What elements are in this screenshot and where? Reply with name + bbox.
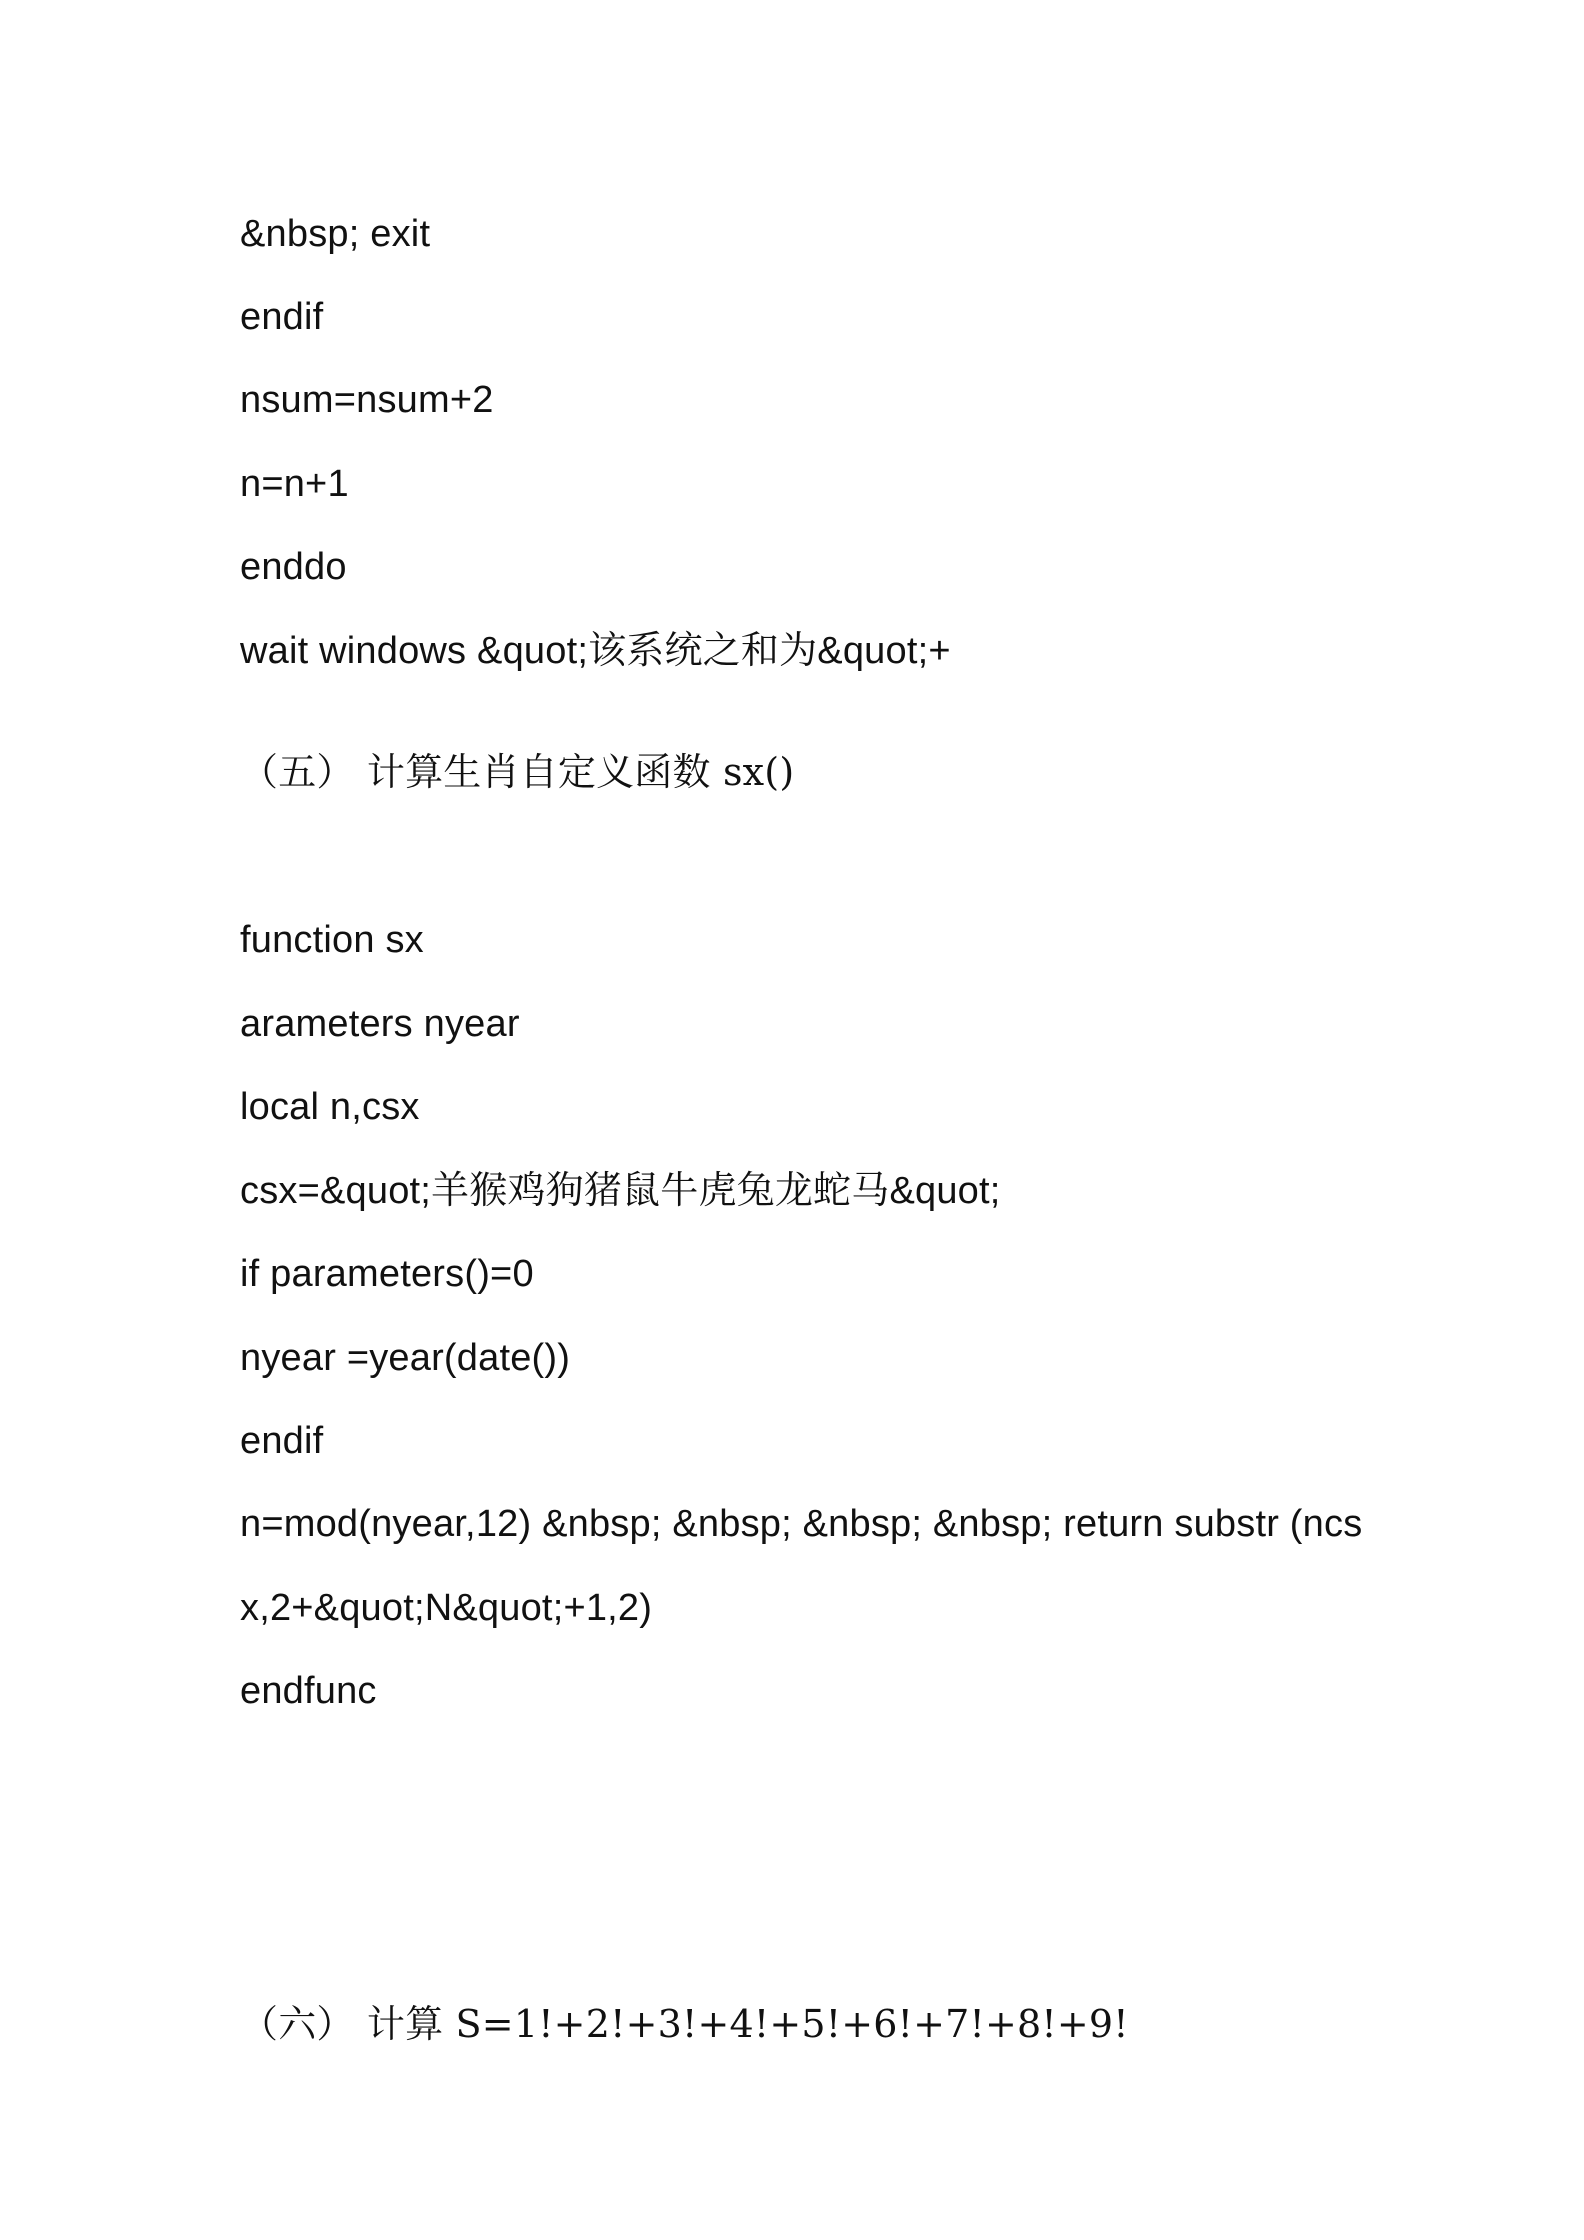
code-line: endif	[240, 1420, 324, 1462]
section-heading: （五） 计算生肖自定义函数 sx()	[240, 750, 795, 794]
code-line: function sx	[240, 919, 424, 961]
code-line: if parameters()=0	[240, 1253, 534, 1295]
code-line: endif	[240, 296, 324, 338]
code-line: csx=&quot;羊猴鸡狗猪鼠牛虎兔龙蛇马&quot;	[240, 1170, 1001, 1212]
code-line: local n,csx	[240, 1086, 420, 1128]
code-line: n=mod(nyear,12) &nbsp; &nbsp; &nbsp; &nbsp; return substr (ncs	[240, 1503, 1363, 1545]
code-line: &nbsp; exit	[240, 213, 431, 255]
code-line: endfunc	[240, 1670, 377, 1712]
code-line: x,2+&quot;N&quot;+1,2)	[240, 1587, 653, 1629]
section-heading: （六） 计算 S=1!+2!+3!+4!+5!+6!+7!+8!+9!	[240, 2002, 1129, 2046]
code-line: nsum=nsum+2	[240, 379, 494, 421]
code-line: enddo	[240, 546, 347, 588]
code-line: nyear =year(date())	[240, 1337, 571, 1379]
code-line: arameters nyear	[240, 1003, 520, 1045]
code-line: n=n+1	[240, 463, 349, 505]
code-line: wait windows &quot;该系统之和为&quot;+	[240, 630, 951, 672]
